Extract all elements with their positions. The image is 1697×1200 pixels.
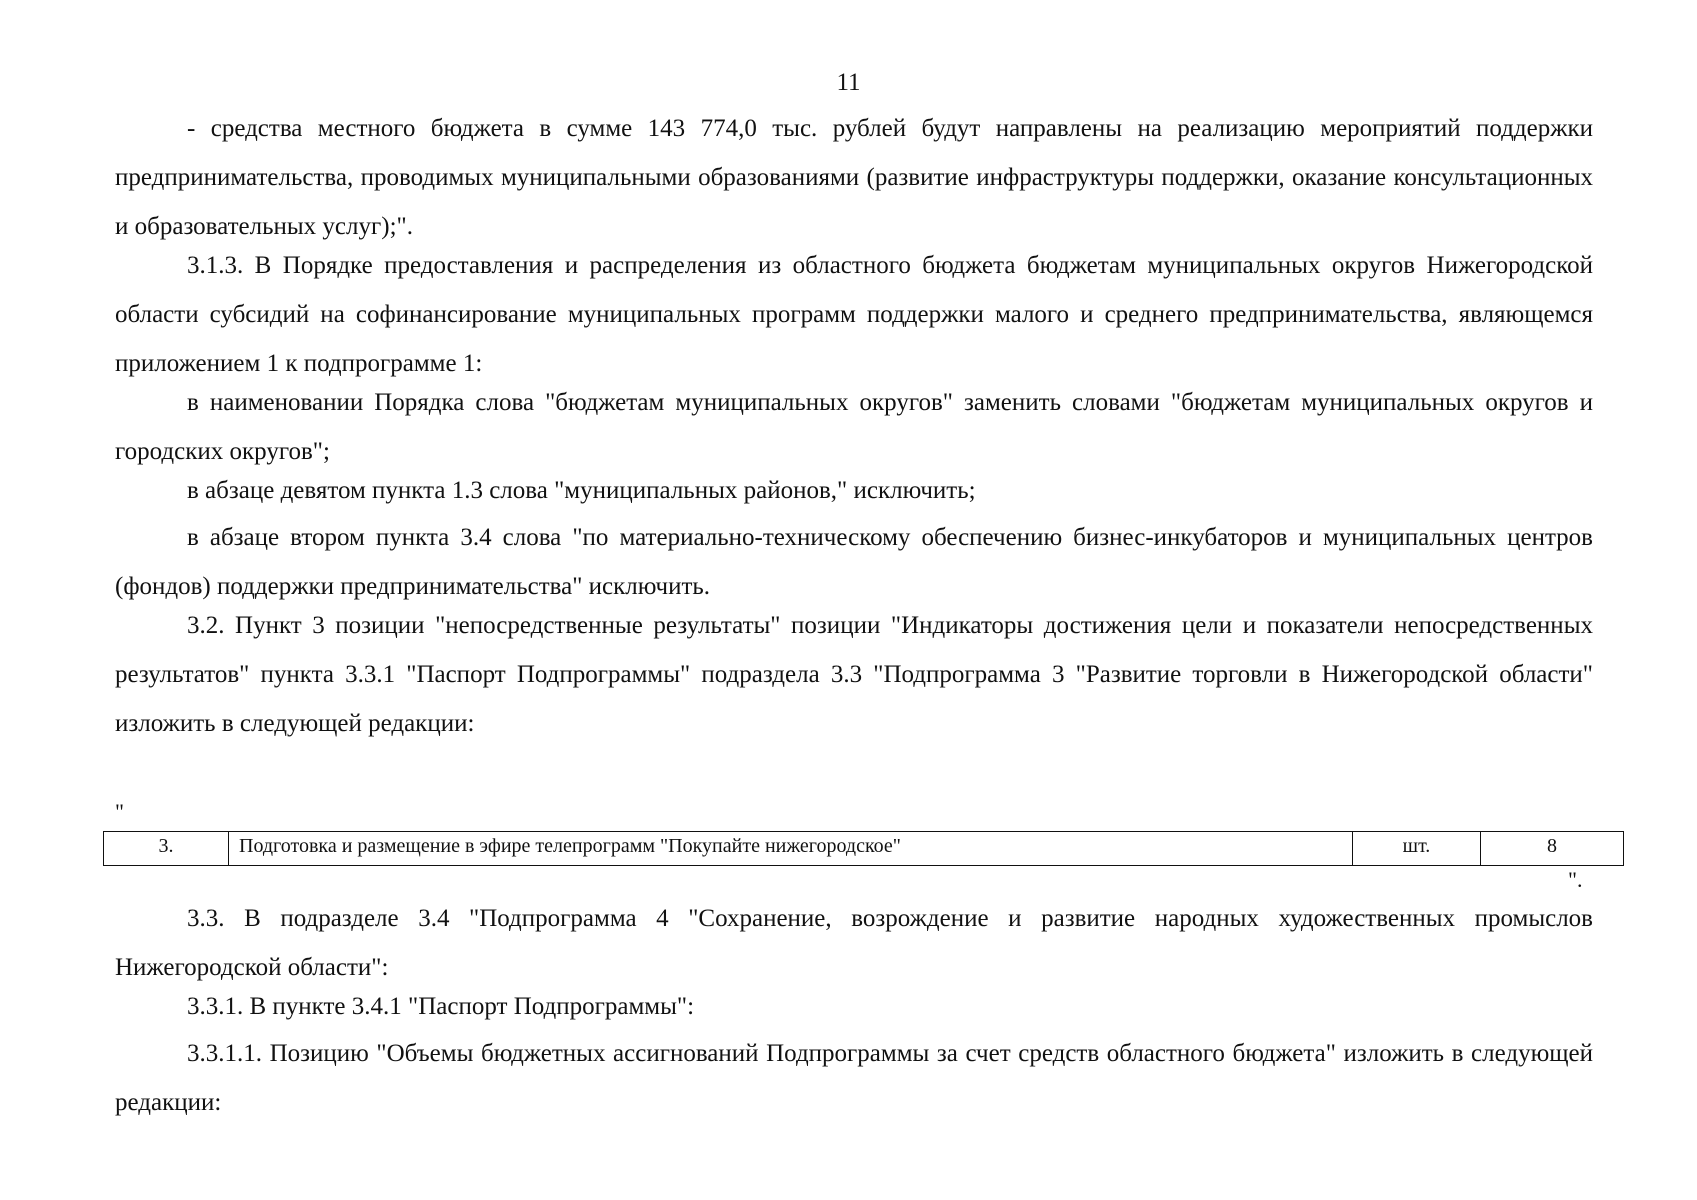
paragraph-3-3: 3.3. В подразделе 3.4 "Подпрограмма 4 "Сохранение, возрождение и развитие народных художественных промыслов Нижегородской области": [115,905,1593,981]
paragraph-item-1-3: в абзаце девятом пункта 1.3 слова "муниципальных районов," исключить; [187,477,976,504]
paragraph-3-2: 3.2. Пункт 3 позиции "непосредственные результаты" позиции "Индикаторы достижения цели и показатели непосредственных результатов" пункта 3.3.1 "Паспорт Подпрограммы" подраздела 3.3 "Подпрограмма 3 "Развитие торговли в Нижегородской области" изложить в следующей редакции: [115,612,1593,737]
indicators-table [103,831,1624,866]
row-value-cell: 8 [1481,832,1624,866]
table-row [104,832,1624,866]
page-number: 11 [836,69,861,96]
row-unit-cell: шт. [1353,832,1481,866]
paragraph-order-name: в наименовании Порядка слова "бюджетам муниципальных округов" заменить словами "бюджетам муниципальных округов и городских округов"; [115,389,1593,465]
row-number-cell: 3. [104,832,229,866]
paragraph-item-3-4: в абзаце втором пункта 3.4 слова "по материально-техническому обеспечению бизнес-инкубаторов и муниципальных центров (фондов) поддержки предпринимательства" исключить. [115,524,1593,600]
row-description-cell: Подготовка и размещение в эфире телепрограмм "Покупайте нижегородское" [229,832,1353,866]
opening-quote-mark: " [115,799,124,824]
paragraph-local-budget: - средства местного бюджета в сумме 143 774,0 тыс. рублей будут направлены на реализацию мероприятий поддержки предпринимательства, проводимых муниципальными образованиями (развитие инфраструктуры поддержки, оказание консультационных и образовательных услуг);". [115,115,1593,240]
closing-quote-mark: ". [1568,867,1583,892]
paragraph-3-3-1: 3.3.1. В пункте 3.4.1 "Паспорт Подпрограммы": [187,993,695,1020]
paragraph-3-3-1-1: 3.3.1.1. Позицию "Объемы бюджетных ассигнований Подпрограммы за счет средств областного бюджета" изложить в следующей редакции: [115,1040,1593,1116]
paragraph-3-1-3: 3.1.3. В Порядке предоставления и распределения из областного бюджета бюджетам муниципальных округов Нижегородской области субсидий на софинансирование муниципальных программ поддержки малого и среднего предпринимательства, являющемся приложением 1 к подпрограмме 1: [115,252,1593,377]
